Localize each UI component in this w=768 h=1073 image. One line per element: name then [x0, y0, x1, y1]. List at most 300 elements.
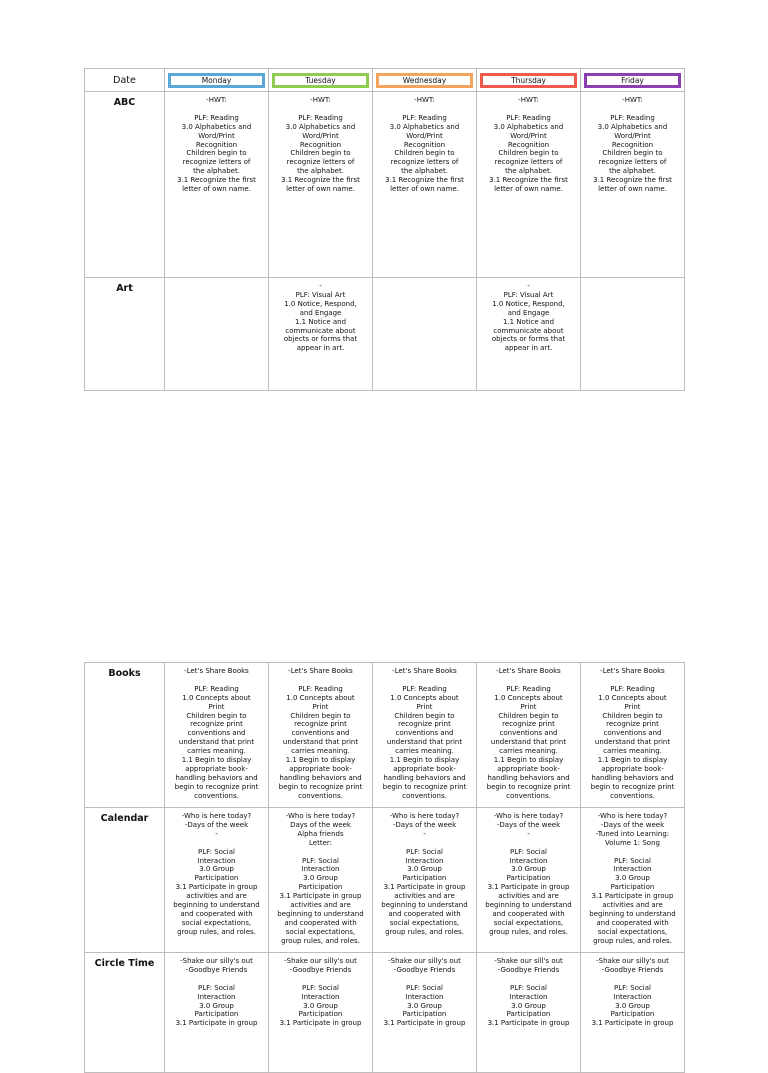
cell-line: -Goodbye Friends [497, 965, 560, 974]
cell-line: recognize print [606, 720, 659, 729]
cell-line: activities and are [602, 901, 663, 910]
cell-line: 3.0 Group [615, 1001, 650, 1010]
cell-abc-wednesday [373, 92, 477, 278]
cell-line: conventions. [506, 791, 551, 800]
cell-line [584, 975, 681, 984]
cell-line: the alphabet. [297, 167, 344, 176]
day-thursday: Thursday [480, 73, 577, 88]
cell-line: conventions. [610, 791, 655, 800]
cell-line: -Who is here today? [285, 812, 356, 820]
cell-line: -HWT: [414, 96, 435, 104]
cell-line: 3.1 Recognize the first [281, 176, 360, 185]
cell-line: 1.0 Concepts about [494, 693, 563, 702]
cell-calendar-thursday [477, 808, 581, 953]
row-label-circle-time: Circle Time [85, 953, 165, 1073]
cell-line [480, 676, 577, 685]
cell-line: recognize letters of [494, 158, 563, 167]
cell-line: understand that print [386, 738, 463, 747]
cell-line: Interaction [197, 856, 236, 865]
cell-line: PLF: Social [198, 983, 235, 992]
cell-line: conventions. [194, 791, 239, 800]
cell-line: -Days of the week [600, 820, 665, 829]
cell-line: activities and are [290, 901, 351, 910]
cell-line: Participation [506, 874, 551, 883]
cell-line [272, 105, 369, 114]
cell-line [168, 839, 265, 848]
cell-line: -Shake our silly's out [388, 957, 461, 965]
cell-line: recognize letters of [286, 158, 355, 167]
lesson-plan-table-2 [84, 662, 685, 1073]
cell-line: Participation [506, 1010, 551, 1019]
cell-line: PLF: Social [510, 983, 547, 992]
cell-line: 1.1 Begin to display [285, 756, 356, 765]
cell-line: the alphabet. [505, 167, 552, 176]
cell-line: 3.0 Group [199, 1001, 234, 1010]
cell-line: Word/Print [406, 131, 443, 140]
cell-line: Children begin to [186, 711, 247, 720]
cell-line: appropriate book- [289, 764, 352, 773]
cell-line: Word/Print [198, 131, 235, 140]
cell-line: 3.0 Group [303, 874, 338, 883]
cell-line: -HWT: [310, 96, 331, 104]
cell-line: recognize letters of [390, 158, 459, 167]
cell-line: Recognition [507, 140, 550, 149]
cell-line: Volume 1: Song [605, 838, 660, 847]
cell-line: Children begin to [394, 711, 455, 720]
cell-line: Interaction [301, 992, 340, 1001]
cell-line: group rules, and roles. [489, 927, 568, 936]
cell-line: -Days of the week [392, 820, 457, 829]
day-friday: Friday [584, 73, 681, 88]
cell-line: PLF: Reading [610, 113, 655, 122]
cell-line: beginning to understand [485, 901, 572, 910]
cell-line: carries meaning. [291, 747, 350, 756]
cell-art-friday [581, 278, 685, 391]
cell-line: beginning to understand [589, 909, 676, 918]
cell-line: - [527, 829, 530, 838]
cell-line: conventions and [395, 729, 454, 738]
cell-line: 1.1 Notice and [294, 317, 347, 326]
cell-line: Children begin to [290, 149, 351, 158]
cell-line: 3.1 Participate in group [279, 1019, 362, 1028]
cell-line: group rules, and roles. [385, 927, 464, 936]
cell-line: 3.0 Alphabetics and [493, 122, 564, 131]
cell-line: -Goodbye Friends [601, 965, 664, 974]
cell-art-monday [165, 278, 269, 391]
cell-line: -Days of the week [496, 820, 561, 829]
cell-line [272, 676, 369, 685]
cell-line [584, 676, 681, 685]
cell-line: Interaction [197, 992, 236, 1001]
row-circle-time [85, 953, 685, 1073]
cell-line: 3.1 Participate in group [591, 892, 674, 901]
cell-line: communicate about [493, 326, 564, 335]
cell-line: -Shake our sill's out [494, 957, 563, 965]
cell-line: carries meaning. [395, 747, 454, 756]
cell-line: conventions and [187, 729, 246, 738]
cell-line: 3.0 Alphabetics and [181, 122, 252, 131]
cell-line: recognize print [502, 720, 555, 729]
cell-line: -Let's Share Books [184, 667, 249, 675]
cell-circle-time-tuesday [269, 953, 373, 1073]
cell-line: 3.1 Recognize the first [177, 176, 256, 185]
cell-line: begin to recognize print [590, 782, 675, 791]
cell-line: begin to recognize print [174, 782, 259, 791]
cell-line: 3.1 Participate in group [175, 1019, 258, 1028]
cell-line: objects or forms that [491, 335, 566, 344]
cell-line: 3.1 Recognize the first [489, 176, 568, 185]
cell-line: Participation [298, 883, 343, 892]
cell-line: 3.1 Recognize the first [593, 176, 672, 185]
cell-line: PLF: Reading [402, 684, 447, 693]
cell-line: PLF: Reading [610, 684, 655, 693]
row-abc [85, 92, 685, 278]
cell-line: 1.0 Notice, Respond, [492, 299, 565, 308]
cell-line: Participation [402, 1010, 447, 1019]
row-label-books: Books [85, 663, 165, 808]
cell-line: Participation [610, 1010, 655, 1019]
cell-abc-monday [165, 92, 269, 278]
cell-line: carries meaning. [187, 747, 246, 756]
cell-line: begin to recognize print [278, 782, 363, 791]
cell-line: Interaction [613, 865, 652, 874]
cell-line: recognize print [294, 720, 347, 729]
cell-line: -Goodbye Friends [393, 965, 456, 974]
cell-line: the alphabet. [401, 167, 448, 176]
cell-line: and cooperated with [284, 918, 357, 927]
header-row [85, 69, 685, 92]
cell-line: -HWT: [518, 96, 539, 104]
cell-line: 3.1 Participate in group [591, 1019, 674, 1028]
cell-line: -Who is here today? [493, 812, 564, 820]
cell-circle-time-wednesday [373, 953, 477, 1073]
cell-line [168, 676, 265, 685]
cell-line: letter of own name. [494, 185, 563, 194]
cell-line: and Engage [299, 308, 342, 317]
cell-line: appear in art. [296, 344, 345, 353]
cell-line [376, 676, 473, 685]
cell-line [168, 105, 265, 114]
cell-line: 3.0 Alphabetics and [285, 122, 356, 131]
cell-calendar-wednesday [373, 808, 477, 953]
cell-line: PLF: Social [302, 856, 339, 865]
day-monday: Monday [168, 73, 265, 88]
cell-line: letter of own name. [598, 185, 667, 194]
cell-line: 1.1 Begin to display [181, 756, 252, 765]
cell-line: PLF: Social [406, 983, 443, 992]
cell-line: Participation [194, 874, 239, 883]
cell-line [584, 105, 681, 114]
cell-art-wednesday [373, 278, 477, 391]
cell-line: 3.1 Participate in group [383, 883, 466, 892]
cell-books-friday [581, 663, 685, 808]
cell-line: handling behaviors and [279, 773, 362, 782]
cell-line: -Let's Share Books [392, 667, 457, 675]
cell-line: 3.1 Participate in group [383, 1019, 466, 1028]
cell-line: 3.1 Participate in group [487, 883, 570, 892]
cell-line: - [319, 282, 322, 290]
cell-line: PLF: Social [614, 856, 651, 865]
cell-abc-friday [581, 92, 685, 278]
cell-calendar-tuesday [269, 808, 373, 953]
cell-line: Interaction [509, 992, 548, 1001]
cell-line: objects or forms that [283, 335, 358, 344]
cell-line: Interaction [301, 865, 340, 874]
cell-line: Children begin to [394, 149, 455, 158]
cell-line: PLF: Visual Art [295, 290, 346, 299]
cell-circle-time-thursday [477, 953, 581, 1073]
cell-line: 1.0 Concepts about [182, 693, 251, 702]
row-art [85, 278, 685, 391]
cell-line [584, 848, 681, 857]
cell-line: PLF: Reading [402, 113, 447, 122]
cell-line: Print [520, 702, 537, 711]
cell-line: beginning to understand [381, 901, 468, 910]
cell-line: 1.1 Begin to display [389, 756, 460, 765]
cell-line: 3.1 Participate in group [175, 883, 258, 892]
cell-line: group rules, and roles. [593, 936, 672, 945]
cell-line: Participation [610, 883, 655, 892]
cell-line: PLF: Reading [506, 684, 551, 693]
cell-line [480, 839, 577, 848]
cell-line: conventions and [499, 729, 558, 738]
cell-line: Print [416, 702, 433, 711]
cell-line: -HWT: [206, 96, 227, 104]
cell-line: social expectations, [597, 927, 668, 936]
cell-line: - [215, 829, 218, 838]
cell-line: Days of the week [290, 820, 351, 829]
cell-line: the alphabet. [609, 167, 656, 176]
cell-line: understand that print [490, 738, 567, 747]
cell-line: - [423, 829, 426, 838]
cell-line: understand that print [594, 738, 671, 747]
cell-line: Word/Print [302, 131, 339, 140]
cell-line: -Days of the week [184, 820, 249, 829]
cell-line: the alphabet. [193, 167, 240, 176]
cell-line [376, 839, 473, 848]
cell-books-wednesday [373, 663, 477, 808]
cell-books-monday [165, 663, 269, 808]
cell-calendar-monday [165, 808, 269, 953]
cell-line: and cooperated with [388, 909, 461, 918]
cell-line: activities and are [394, 892, 455, 901]
cell-line: -Who is here today? [389, 812, 460, 820]
cell-line: conventions and [603, 729, 662, 738]
cell-books-tuesday [269, 663, 373, 808]
cell-line [376, 105, 473, 114]
cell-line: communicate about [285, 326, 356, 335]
cell-line: appropriate book- [601, 764, 664, 773]
cell-line: begin to recognize print [382, 782, 467, 791]
cell-line: -Let's Share Books [496, 667, 561, 675]
cell-line: 1.1 Notice and [502, 317, 555, 326]
cell-line [272, 975, 369, 984]
cell-line: 1.0 Concepts about [598, 693, 667, 702]
cell-line: PLF: Social [406, 847, 443, 856]
cell-line: letter of own name. [182, 185, 251, 194]
cell-abc-thursday [477, 92, 581, 278]
cell-line: Children begin to [498, 149, 559, 158]
cell-line: -Who is here today? [597, 812, 668, 820]
cell-line: 3.0 Group [303, 1001, 338, 1010]
cell-line: social expectations, [389, 918, 460, 927]
cell-line: -Let's Share Books [600, 667, 665, 675]
cell-line: understand that print [178, 738, 255, 747]
cell-line: PLF: Social [510, 847, 547, 856]
cell-circle-time-friday [581, 953, 685, 1073]
cell-line: PLF: Reading [298, 684, 343, 693]
cell-line: Interaction [509, 856, 548, 865]
cell-line: 3.0 Alphabetics and [597, 122, 668, 131]
cell-line: appear in art. [504, 344, 553, 353]
cell-line: 3.1 Participate in group [487, 1019, 570, 1028]
cell-line: 1.0 Concepts about [286, 693, 355, 702]
cell-calendar-friday [581, 808, 685, 953]
cell-line: PLF: Reading [194, 113, 239, 122]
cell-line: PLF: Social [302, 983, 339, 992]
cell-line: 3.0 Group [511, 1001, 546, 1010]
cell-line: -Goodbye Friends [185, 965, 248, 974]
cell-line: recognize letters of [182, 158, 251, 167]
cell-line: group rules, and roles. [281, 936, 360, 945]
cell-line: -HWT: [622, 96, 643, 104]
cell-line: handling behaviors and [487, 773, 570, 782]
cell-line: letter of own name. [286, 185, 355, 194]
cell-line: and cooperated with [492, 909, 565, 918]
cell-line: 3.1 Participate in group [279, 892, 362, 901]
cell-line: -Goodbye Friends [289, 965, 352, 974]
cell-line: PLF: Reading [194, 684, 239, 693]
cell-line: appropriate book- [185, 764, 248, 773]
cell-line: conventions. [402, 791, 447, 800]
cell-line: Children begin to [290, 711, 351, 720]
cell-line: social expectations, [285, 927, 356, 936]
cell-line: 3.0 Group [407, 865, 442, 874]
cell-line: -Shake our silly's out [596, 957, 669, 965]
cell-line: -Shake our silly's out [180, 957, 253, 965]
cell-line: recognize print [398, 720, 451, 729]
cell-line: Word/Print [614, 131, 651, 140]
cell-line: 3.0 Group [199, 865, 234, 874]
cell-art-thursday [477, 278, 581, 391]
cell-line: and cooperated with [180, 909, 253, 918]
cell-line: 1.0 Notice, Respond, [284, 299, 357, 308]
cell-line: appropriate book- [497, 764, 560, 773]
day-tuesday: Tuesday [272, 73, 369, 88]
cell-line: handling behaviors and [175, 773, 258, 782]
row-calendar [85, 808, 685, 953]
cell-line: understand that print [282, 738, 359, 747]
cell-line: Print [624, 702, 641, 711]
cell-line: letter of own name. [390, 185, 459, 194]
cell-line: 1.0 Concepts about [390, 693, 459, 702]
cell-line: 1.1 Begin to display [597, 756, 668, 765]
row-books [85, 663, 685, 808]
cell-line: Recognition [195, 140, 238, 149]
cell-line: group rules, and roles. [177, 927, 256, 936]
cell-line: and Engage [507, 308, 550, 317]
cell-line: - [527, 282, 530, 290]
cell-line: -Shake our silly's out [284, 957, 357, 965]
cell-line [480, 975, 577, 984]
cell-line: begin to recognize print [486, 782, 571, 791]
cell-line: 3.0 Alphabetics and [389, 122, 460, 131]
cell-line: 3.0 Group [407, 1001, 442, 1010]
cell-line: Recognition [611, 140, 654, 149]
cell-line: Interaction [405, 856, 444, 865]
cell-line: activities and are [498, 892, 559, 901]
cell-line: carries meaning. [499, 747, 558, 756]
cell-line: PLF: Reading [506, 113, 551, 122]
cell-line: Participation [194, 1010, 239, 1019]
cell-line: PLF: Social [614, 983, 651, 992]
cell-line: social expectations, [181, 918, 252, 927]
cell-line: Children begin to [602, 149, 663, 158]
cell-line: handling behaviors and [591, 773, 674, 782]
cell-line [272, 848, 369, 857]
cell-line: Alpha friends [297, 829, 344, 838]
cell-line: PLF: Social [198, 847, 235, 856]
cell-abc-tuesday [269, 92, 373, 278]
cell-line: Recognition [299, 140, 342, 149]
cell-line: Participation [298, 1010, 343, 1019]
cell-line: Print [208, 702, 225, 711]
cell-line: Interaction [405, 992, 444, 1001]
cell-line: -Who is here today? [181, 812, 252, 820]
cell-line: beginning to understand [173, 901, 260, 910]
cell-line: beginning to understand [277, 909, 364, 918]
cell-line: Letter: [309, 838, 332, 847]
cell-line: social expectations, [493, 918, 564, 927]
date-label: Date [85, 69, 165, 92]
cell-line: activities and are [186, 892, 247, 901]
cell-line [480, 105, 577, 114]
cell-line: 1.1 Begin to display [493, 756, 564, 765]
cell-line: Participation [402, 874, 447, 883]
cell-line: Children begin to [602, 711, 663, 720]
row-label-art: Art [85, 278, 165, 391]
cell-line: Interaction [613, 992, 652, 1001]
cell-line: 3.0 Group [511, 865, 546, 874]
cell-line: -Tuned into Learning: [595, 829, 670, 838]
cell-line: carries meaning. [603, 747, 662, 756]
cell-line: recognize letters of [598, 158, 667, 167]
cell-line: 3.0 Group [615, 874, 650, 883]
cell-line: appropriate book- [393, 764, 456, 773]
cell-line: Print [312, 702, 329, 711]
cell-line: handling behaviors and [383, 773, 466, 782]
day-wednesday: Wednesday [376, 73, 473, 88]
cell-line: 3.1 Recognize the first [385, 176, 464, 185]
cell-books-thursday [477, 663, 581, 808]
cell-line [168, 975, 265, 984]
row-label-calendar: Calendar [85, 808, 165, 953]
cell-line: Children begin to [186, 149, 247, 158]
cell-line: Recognition [403, 140, 446, 149]
cell-line: conventions and [291, 729, 350, 738]
cell-line: Word/Print [510, 131, 547, 140]
row-label-abc: ABC [85, 92, 165, 278]
cell-line: PLF: Visual Art [503, 290, 554, 299]
cell-line [376, 975, 473, 984]
cell-art-tuesday [269, 278, 373, 391]
cell-line: and cooperated with [596, 918, 669, 927]
cell-line: conventions. [298, 791, 343, 800]
cell-line: PLF: Reading [298, 113, 343, 122]
cell-line: recognize print [190, 720, 243, 729]
cell-circle-time-monday [165, 953, 269, 1073]
lesson-plan-table-1 [84, 68, 685, 391]
